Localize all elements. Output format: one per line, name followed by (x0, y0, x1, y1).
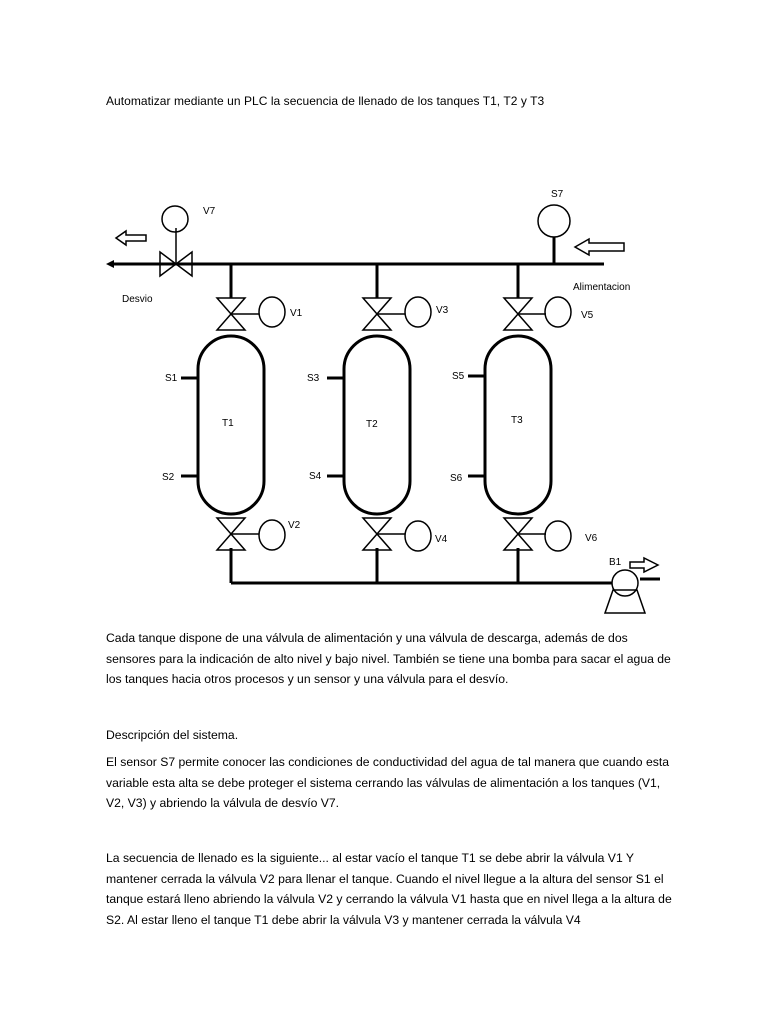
pump-outflow-arrow-right-icon (630, 558, 658, 572)
label-t3: T3 (511, 415, 523, 426)
label-t1: T1 (222, 418, 234, 429)
document-title: Automatizar mediante un PLC la secuencia de llenado de los tanques T1, T2 y T3 (106, 94, 545, 108)
valve-v2 (217, 518, 285, 550)
label-s3: S3 (307, 373, 320, 384)
label-v4: V4 (435, 534, 448, 545)
label-s5: S5 (452, 371, 465, 382)
pump-b1 (605, 570, 645, 613)
label-b1: B1 (609, 557, 622, 568)
label-v7: V7 (203, 206, 216, 217)
valve-v4 (363, 518, 431, 551)
label-v1: V1 (290, 308, 303, 319)
valve-v5 (504, 297, 571, 330)
label-s4: S4 (309, 471, 322, 482)
paragraph-sensor-s7: El sensor S7 permite conocer las condiciones de conductividad del agua de tal manera que cuando esta variable esta alta se debe proteger el sistema cerrando las válvulas de alimentación a los tanques (V1, V2, V3) y abriendo la válvula de desvío V7. (106, 755, 670, 810)
label-s6: S6 (450, 473, 463, 484)
valve-v1 (217, 297, 285, 330)
label-v6: V6 (585, 533, 598, 544)
label-alimentacion: Alimentacion (573, 282, 631, 293)
outflow-arrow-left-icon (116, 231, 146, 245)
label-v5: V5 (581, 310, 594, 321)
label-v2: V2 (288, 520, 301, 531)
paragraph-description: Cada tanque dispone de una válvula de alimentación y una válvula de descarga, además de dos sensores para la indicación de alto nivel y bajo nivel. También se tiene una bomba para sacar el agua de los tanques hacia otros procesos y un sensor y una válvula para el desvío. (106, 631, 671, 686)
valve-v6 (504, 518, 571, 551)
paragraph-sequence: La secuencia de llenado es la siguiente... al estar vacío el tanque T1 se debe abrir la válvula V1 Y mantener cerrada la válvula V2 para llenar el tanque. Cuando el nivel llegue a la altura del sensor S1 el tanque estará lleno abriendo la válvula V2 y cerrando la válvula V1 hasta que en nivel llega a la altura de S2. Al estar lleno el tanque T1 debe abrir la válvula V3 y mantener cerrada la válvula V4 (106, 851, 672, 927)
valve-v3 (363, 297, 431, 330)
label-t2: T2 (366, 419, 378, 430)
sensor-s7 (538, 205, 570, 264)
inflow-arrow-left-icon (575, 239, 624, 255)
label-s7: S7 (551, 189, 564, 200)
label-s2: S2 (162, 472, 175, 483)
desvio-pipe-end-icon (106, 260, 114, 268)
label-v3: V3 (436, 305, 449, 316)
label-s1: S1 (165, 373, 178, 384)
paragraph-heading: Descripción del sistema. (106, 728, 239, 742)
label-desvio: Desvio (122, 294, 153, 305)
